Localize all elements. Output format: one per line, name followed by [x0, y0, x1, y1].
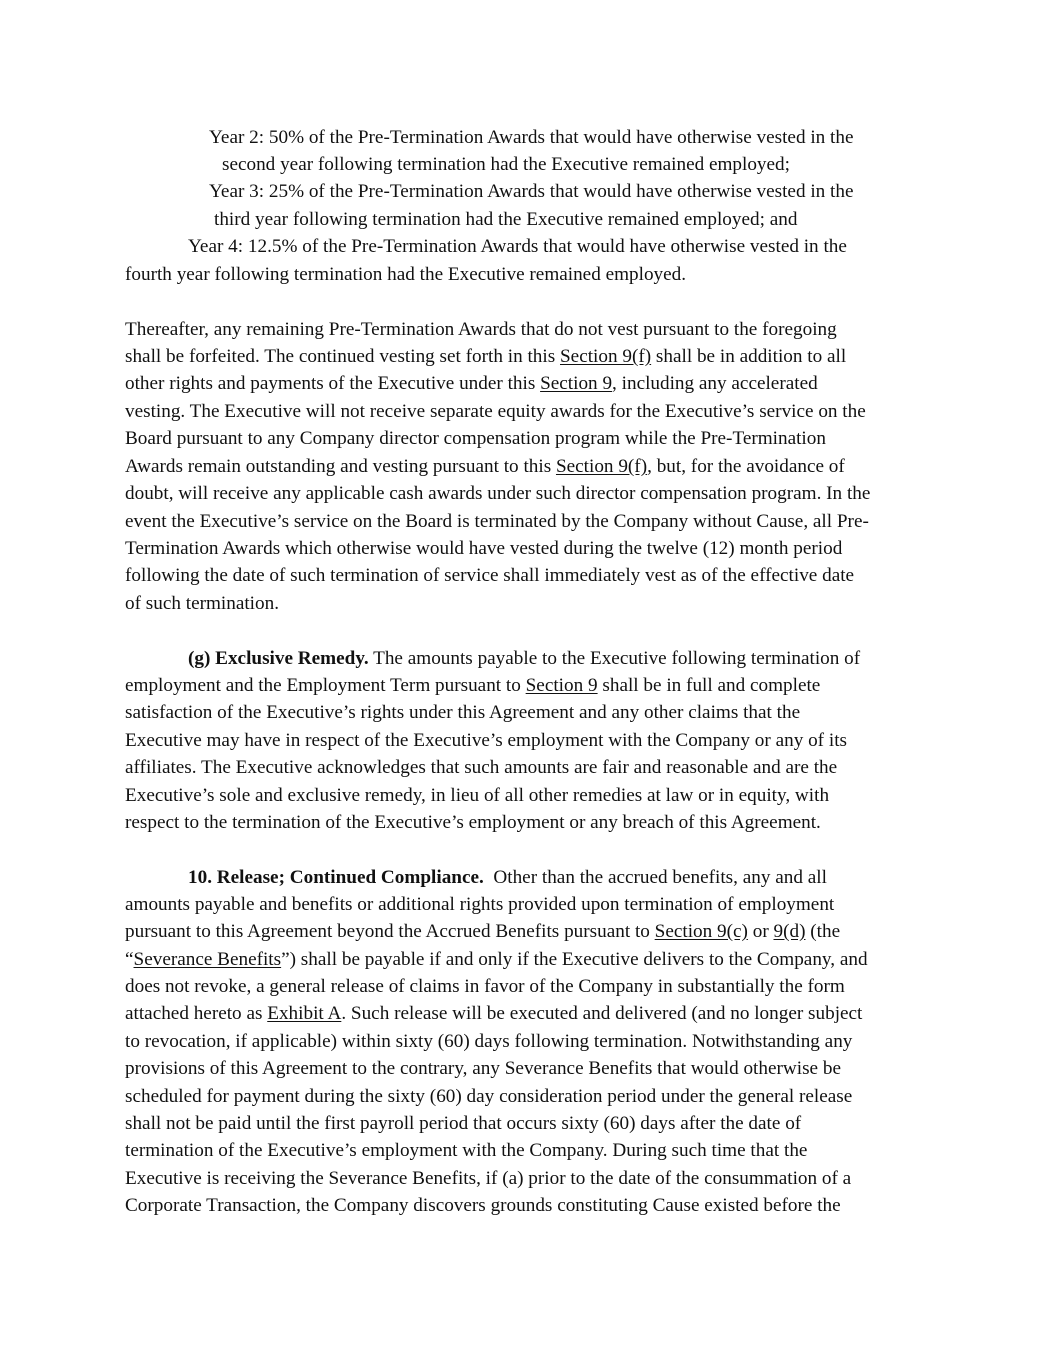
text-span: , including any accelerated — [612, 373, 818, 394]
text-span: “ — [125, 949, 134, 970]
para-g-line: Executive may have in respect of the Executive’s employment with the Company or any of its — [125, 730, 847, 751]
section-9-reference[interactable]: Section 9 — [525, 675, 598, 696]
para-f-line: Thereafter, any remaining Pre-Termination Awards that do not vest pursuant to the foregoing — [125, 319, 837, 340]
para-g-line: Executive’s sole and exclusive remedy, in lieu of all other remedies at law or in equity, with — [125, 785, 830, 806]
para-10-line — [125, 918, 840, 945]
para-10-line: scheduled for payment during the sixty (60) day consideration period under the general release — [125, 1086, 853, 1107]
para-f-line: doubt, will receive any applicable cash awards under such director compensation program. In the — [125, 483, 871, 504]
para-10-line: provisions of this Agreement to the contrary, any Severance Benefits that would otherwise be — [125, 1058, 841, 1079]
text-span: shall be in addition to all — [651, 346, 847, 367]
text-span: shall be forfeited. The continued vesting set forth in this — [125, 346, 560, 367]
para-10-line: Corporate Transaction, the Company discovers grounds constituting Cause existed before the — [125, 1195, 841, 1216]
section-heading-exclusive-remedy: (g) Exclusive Remedy. — [188, 648, 369, 669]
vesting-year4-line2: fourth year following termination had the Executive remained employed. — [125, 264, 687, 285]
para-10-line: termination of the Executive’s employment with the Company. During such time that the — [125, 1140, 808, 1161]
para-10-line — [188, 864, 827, 891]
para-f-line: of such termination. — [125, 593, 279, 614]
text-span: , but, for the avoidance of — [647, 456, 845, 477]
para-10-line — [125, 946, 868, 973]
para-10-line: does not revoke, a general release of claims in favor of the Company in substantially the form — [125, 976, 845, 997]
para-f-line: event the Executive’s service on the Board is terminated by the Company without Cause, all Pre- — [125, 511, 869, 532]
para-f-line: following the date of such termination of service shall immediately vest as of the effective date — [125, 565, 855, 586]
para-f-line — [125, 370, 818, 397]
vesting-year3-line1: Year 3: 25% of the Pre-Termination Awards that would have otherwise vested in the — [209, 181, 854, 202]
para-10-line: amounts payable and benefits or additional rights provided upon termination of employment — [125, 894, 835, 915]
text-span: (the — [805, 921, 841, 942]
severance-benefits-term: Severance Benefits — [133, 949, 282, 970]
vesting-year3-line2: third year following termination had the Executive remained employed; and — [214, 209, 798, 230]
para-g-line — [188, 645, 860, 672]
para-f-line: vesting. The Executive will not receive separate equity awards for the Executive’s service on the — [125, 401, 866, 422]
para-g-line — [125, 672, 820, 699]
vesting-year2-line2: second year following termination had the Executive remained employed; — [222, 154, 790, 175]
para-f-line: Board pursuant to any Company director compensation program while the Pre-Termination — [125, 428, 826, 449]
text-span: employment and the Employment Term pursuant to — [125, 675, 526, 696]
section-9f-reference[interactable]: Section 9(f) — [560, 346, 652, 367]
para-f-line: Termination Awards which otherwise would have vested during the twelve (12) month period — [125, 538, 843, 559]
text-span: shall be in full and complete — [597, 675, 821, 696]
vesting-year4-line1: Year 4: 12.5% of the Pre-Termination Awards that would have otherwise vested in the — [188, 236, 847, 257]
para-g-line: satisfaction of the Executive’s rights under this Agreement and any other claims that the — [125, 702, 801, 723]
para-10-line: Executive is receiving the Severance Benefits, if (a) prior to the date of the consummation of a — [125, 1168, 852, 1189]
text-span: Other than the accrued benefits, any and all — [483, 867, 827, 888]
section-9c-reference[interactable]: Section 9(c) — [654, 921, 748, 942]
para-10-line: shall not be paid until the first payroll period that occurs sixty (60) days after the date of — [125, 1113, 802, 1134]
section-9-reference[interactable]: Section 9 — [540, 373, 613, 394]
text-span: or — [747, 921, 774, 942]
text-span: other rights and payments of the Executive under this — [125, 373, 541, 394]
para-f-line — [125, 343, 846, 370]
text-span: ”) shall be payable if and only if the Executive delivers to the Company, and — [281, 949, 868, 970]
section-9f-reference[interactable]: Section 9(f) — [555, 456, 648, 477]
text-span: The amounts payable to the Executive following termination of — [368, 648, 861, 669]
text-span: Awards remain outstanding and vesting pursuant to this — [125, 456, 556, 477]
para-10-line — [125, 1000, 862, 1027]
section-heading-release: 10. Release; Continued Compliance. — [188, 867, 484, 888]
exhibit-a-reference[interactable]: Exhibit A — [267, 1003, 342, 1024]
text-span: pursuant to this Agreement beyond the Accrued Benefits pursuant to — [125, 921, 655, 942]
para-g-line: affiliates. The Executive acknowledges that such amounts are fair and reasonable and are the — [125, 757, 838, 778]
text-span: attached hereto as — [125, 1003, 268, 1024]
para-f-line — [125, 453, 845, 480]
vesting-year2-line1: Year 2: 50% of the Pre-Termination Awards that would have otherwise vested in the — [209, 127, 854, 148]
section-9d-reference[interactable]: 9(d) — [773, 921, 806, 942]
text-span: . Such release will be executed and delivered (and no longer subject — [341, 1003, 863, 1024]
para-10-line: to revocation, if applicable) within sixty (60) days following termination. Notwithstanding any — [125, 1031, 853, 1052]
para-g-line: respect to the termination of the Executive’s employment or any breach of this Agreement. — [125, 812, 821, 833]
